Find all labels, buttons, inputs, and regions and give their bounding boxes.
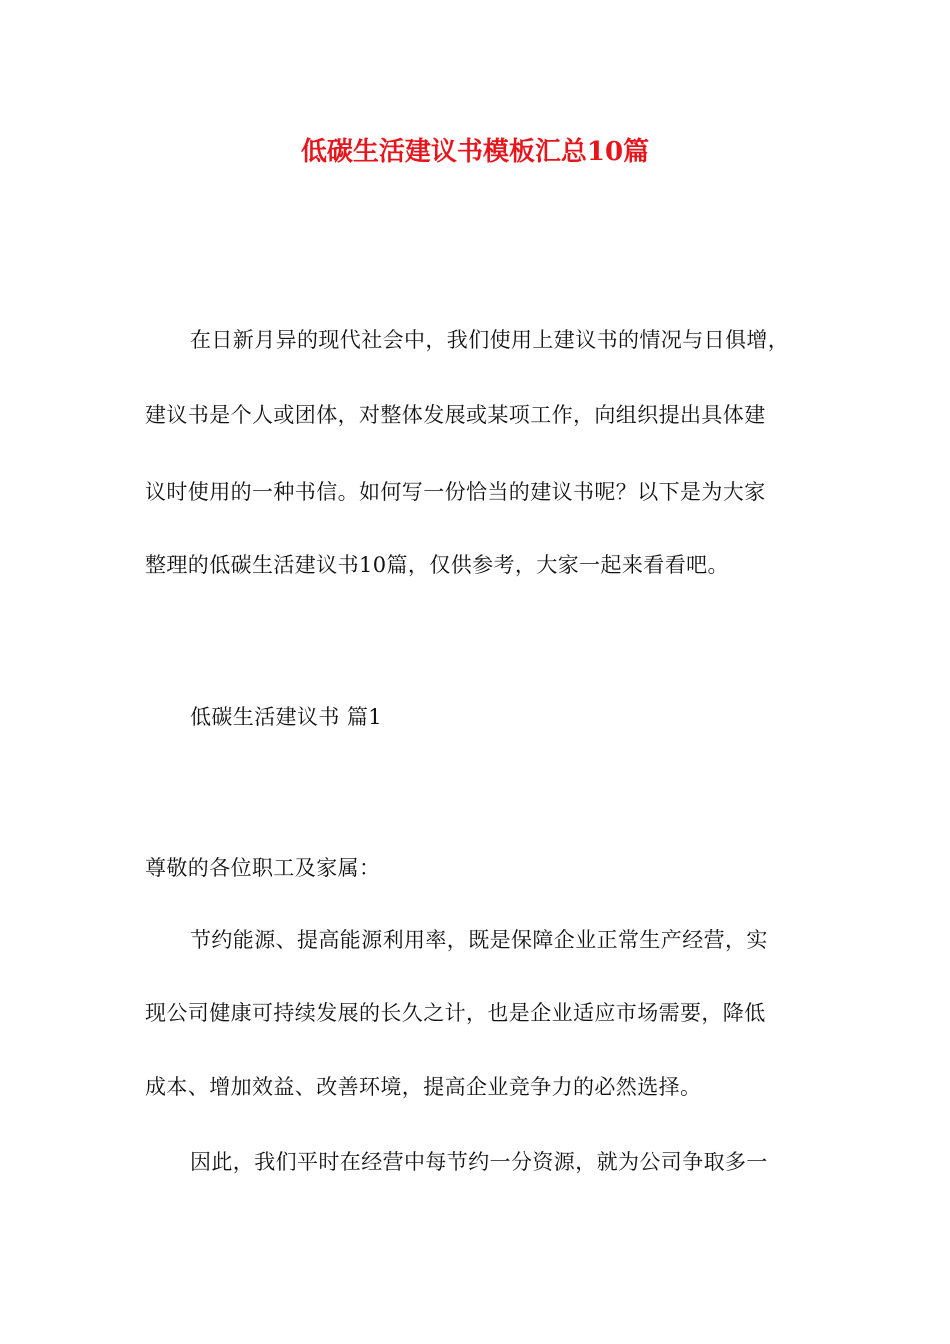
- intro-line-4: 整理的低碳生活建议书10篇，仅供参考，大家一起来看看吧。: [145, 553, 729, 577]
- document-title: 低碳生活建议书模板汇总10篇: [300, 137, 650, 167]
- intro-line-2: 建议书是个人或团体，对整体发展或某项工作，向组织提出具体建: [145, 403, 766, 427]
- salutation: 尊敬的各位职工及家属：: [145, 856, 381, 880]
- body-line-4: 因此，我们平时在经营中每节约一分资源，就为公司争取多一: [190, 1150, 768, 1174]
- intro-line-3: 议时使用的一种书信。如何写一份恰当的建议书呢？以下是为大家: [145, 480, 766, 504]
- body-line-2: 现公司健康可持续发展的长久之计，也是企业适应市场需要，降低: [145, 1001, 766, 1025]
- body-line-3: 成本、增加效益、改善环境，提高企业竞争力的必然选择。: [145, 1075, 702, 1099]
- section-heading: 低碳生活建议书 篇1: [190, 705, 383, 729]
- body-line-1: 节约能源、提高能源利用率，既是保障企业正常生产经营，实: [190, 928, 768, 952]
- intro-line-1: 在日新月异的现代社会中，我们使用上建议书的情况与日俱增，: [190, 328, 790, 352]
